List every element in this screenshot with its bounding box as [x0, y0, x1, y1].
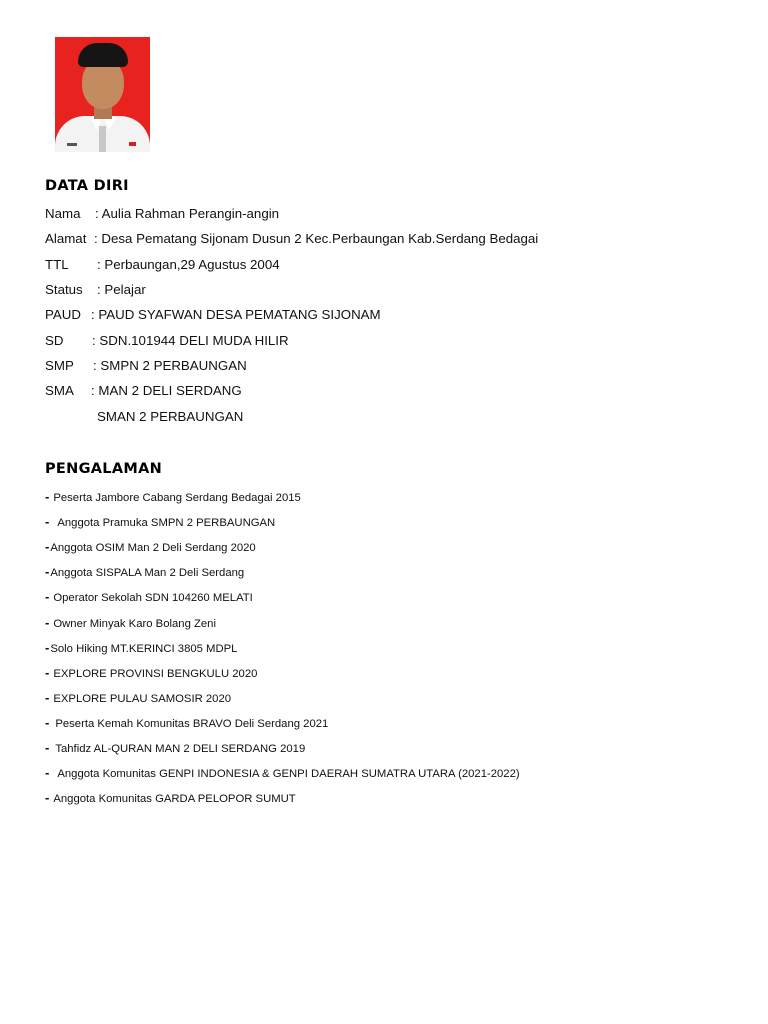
data-row-smp: [45, 357, 247, 375]
experience-text: Solo Hiking MT.KERINCI 3805 MDPL: [50, 642, 238, 655]
list-dash: -: [45, 714, 50, 730]
row-value: : Desa Pematang Sijonam Dusun 2 Kec.Perbaungan Kab.Serdang Bedagai: [94, 231, 539, 246]
experience-item: [45, 539, 256, 555]
photo-tie: [99, 126, 106, 152]
row-value: : Perbaungan,29 Agustus 2004: [97, 257, 280, 272]
list-dash: -: [45, 740, 50, 755]
row-label: TTL: [45, 257, 69, 272]
experience-item: [45, 690, 231, 706]
data-row-alamat: [45, 230, 539, 248]
experience-text: Peserta Kemah Komunitas BRAVO Deli Serdang 2021: [55, 717, 329, 730]
photo-pin: [129, 142, 136, 146]
list-dash: -: [45, 589, 50, 605]
experience-text: Owner Minyak Karo Bolang Zeni: [53, 617, 216, 630]
experience-item: [45, 489, 301, 505]
experience-text: Tahfidz AL-QURAN MAN 2 DELI SERDANG 2019: [55, 743, 306, 755]
list-dash: -: [45, 790, 50, 806]
row-label: Status: [45, 282, 83, 297]
row-label: SD: [45, 333, 64, 348]
data-row-ttl: [45, 256, 280, 274]
experience-item: [45, 790, 296, 806]
data-row-sma: [45, 382, 242, 400]
experience-item: [45, 615, 216, 631]
experience-item: [45, 514, 275, 530]
row-value: : SMPN 2 PERBAUNGAN: [93, 358, 247, 373]
list-dash: -: [45, 539, 50, 555]
row-value: : Aulia Rahman Perangin-angin: [95, 206, 280, 221]
row-label: PAUD: [45, 307, 81, 322]
experience-item: [45, 765, 520, 781]
experience-text: Anggota Pramuka SMPN 2 PERBAUNGAN: [57, 517, 276, 530]
data-row-paud: [45, 306, 381, 324]
experience-text: Anggota Komunitas GARDA PELOPOR SUMUT: [53, 793, 296, 806]
experience-text: EXPLORE PROVINSI BENGKULU 2020: [53, 667, 258, 680]
data-row-nama: [45, 205, 280, 223]
list-dash: -: [45, 765, 50, 781]
list-dash: -: [45, 639, 50, 655]
list-dash: -: [45, 614, 50, 630]
photo-badge: [67, 143, 77, 146]
experience-item: [45, 564, 244, 580]
experience-item: [45, 740, 305, 756]
row-value: : Pelajar: [97, 282, 146, 297]
experience-item: [45, 589, 253, 605]
experience-text: Anggota Komunitas GENPI INDONESIA & GENPI DAERAH SUMATRA UTARA (2021-2022): [57, 768, 520, 781]
row-label: SMA: [45, 383, 74, 398]
pengalaman-heading: PENGALAMAN: [45, 461, 163, 477]
data-row-status: [45, 281, 146, 299]
list-dash: -: [45, 514, 50, 530]
row-value: : PAUD SYAFWAN DESA PEMATANG SIJONAM: [91, 307, 381, 322]
row-label: SMP: [45, 358, 74, 373]
list-dash: -: [45, 564, 50, 580]
row-label: Nama: [45, 206, 81, 221]
experience-text: Anggota SISPALA Man 2 Deli Serdang: [50, 567, 245, 580]
experience-item: [45, 665, 257, 681]
list-dash: -: [45, 664, 50, 680]
experience-text: Peserta Jambore Cabang Serdang Bedagai 2015: [53, 492, 301, 504]
data-diri-heading: DATA DIRI: [45, 178, 129, 194]
experience-item: [45, 640, 237, 656]
row-label: Alamat: [45, 231, 87, 246]
experience-text: Operator Sekolah SDN 104260 MELATI: [53, 592, 253, 605]
row-value: : MAN 2 DELI SERDANG: [91, 383, 242, 398]
row-value: SMAN 2 PERBAUNGAN: [97, 409, 244, 424]
profile-photo: [55, 37, 150, 152]
list-dash: -: [45, 689, 50, 705]
list-dash: -: [45, 489, 50, 504]
experience-item: [45, 715, 328, 731]
experience-text: Anggota OSIM Man 2 Deli Serdang 2020: [50, 542, 256, 555]
data-row-sd: [45, 332, 289, 350]
photo-cap: [78, 43, 128, 67]
experience-text: EXPLORE PULAU SAMOSIR 2020: [53, 692, 232, 705]
row-value: : SDN.101944 DELI MUDA HILIR: [92, 333, 289, 348]
